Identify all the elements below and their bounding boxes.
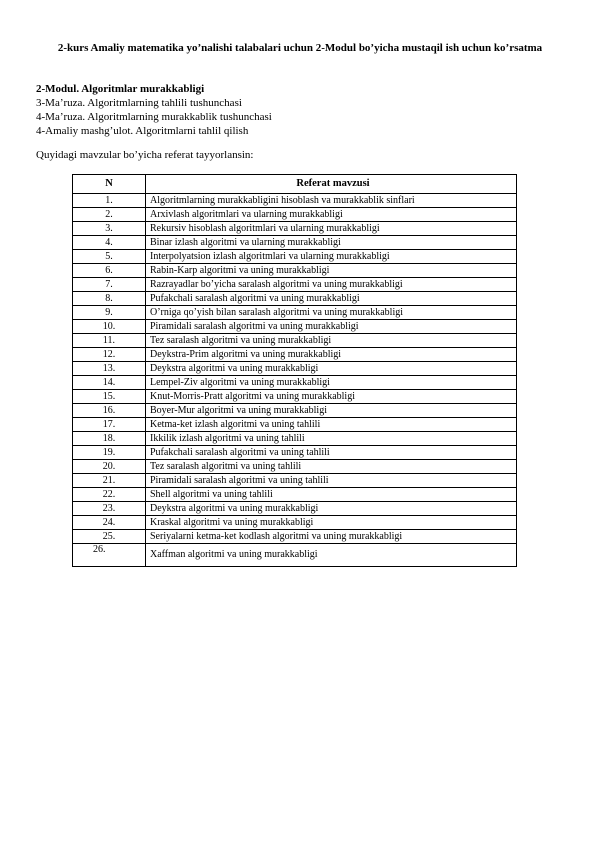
row-topic: Deykstra-Prim algoritmi va uning murakkabligi [146,348,517,362]
row-topic: Kraskal algoritmi va uning murakkabligi [146,516,517,530]
row-number: 4. [73,236,146,250]
table-row [73,418,517,432]
row-number: 22. [73,488,146,502]
row-number: 8. [73,292,146,306]
row-number: 13. [73,362,146,376]
row-topic: Boyer-Mur algoritmi va uning murakkabligi [146,404,517,418]
lecture-line: 3-Ma’ruza. Algoritmlarning tahlili tushunchasi [36,97,242,109]
module-info [36,82,556,138]
table-row [73,474,517,488]
row-number: 18. [73,432,146,446]
row-number: 12. [73,348,146,362]
row-number: 23. [73,502,146,516]
table-row [73,348,517,362]
row-number: 5. [73,250,146,264]
practice-line: 4-Amaliy mashg’ulot. Algoritmlarni tahlil qilish [36,125,249,137]
row-number: 16. [73,404,146,418]
row-topic: Rabin-Karp algoritmi va uning murakkabligi [146,264,517,278]
column-header-topic: Referat mavzusi [146,175,517,194]
table-row [73,446,517,460]
lecture-line: 4-Ma’ruza. Algoritmlarning murakkablik tushunchasi [36,111,272,123]
table-row [73,264,517,278]
table-row [73,194,517,208]
table-row [73,208,517,222]
row-topic: Lempel-Ziv algoritmi va uning murakkabligi [146,376,517,390]
column-header-number: N [73,175,146,194]
row-number: 3. [73,222,146,236]
row-number: 6. [73,264,146,278]
row-number: 10. [73,320,146,334]
row-topic: Arxivlash algoritmlari va ularning murakkabligi [146,208,517,222]
row-number: 2. [73,208,146,222]
row-number: 17. [73,418,146,432]
row-topic: Algoritmlarning murakkabligini hisoblash va murakkablik sinflari [146,194,517,208]
row-topic: Ikkilik izlash algoritmi va uning tahlili [146,432,517,446]
row-number: 21. [73,474,146,488]
table-row [73,362,517,376]
table-body [73,194,517,567]
table-row [73,516,517,530]
table-row [73,376,517,390]
row-number: 15. [73,390,146,404]
table-row [73,390,517,404]
table-row [73,544,517,567]
row-number: 9. [73,306,146,320]
row-topic: Rekursiv hisoblash algoritmlari va ularning murakkabligi [146,222,517,236]
row-number: 20. [73,460,146,474]
row-number: 24. [73,516,146,530]
table-row [73,292,517,306]
row-topic: Tez saralash algoritmi va uning tahlili [146,460,517,474]
table-row [73,530,517,544]
row-topic: Piramidali saralash algoritmi va uning tahlili [146,474,517,488]
table-header-row [73,175,517,194]
row-number: 7. [73,278,146,292]
row-topic: Binar izlash algoritmi va ularning murakkabligi [146,236,517,250]
table-row [73,502,517,516]
table-row [73,236,517,250]
table-row [73,278,517,292]
row-topic: Piramidali saralash algoritmi va uning murakkabligi [146,320,517,334]
row-number: 11. [73,334,146,348]
row-number: 19. [73,446,146,460]
intro-text: Quyidagi mavzular bo’yicha referat tayyorlansin: [36,149,254,161]
row-topic: Ketma-ket izlash algoritmi va uning tahlili [146,418,517,432]
table-row [73,432,517,446]
row-number: 26. [73,544,146,567]
row-number: 25. [73,530,146,544]
table-row [73,334,517,348]
row-topic: Interpolyatsion izlash algoritmlari va ularning murakkabligi [146,250,517,264]
row-topic: Xaffman algoritmi va uning murakkabligi [146,544,517,567]
row-topic: Shell algoritmi va uning tahlili [146,488,517,502]
row-topic: Razrayadlar bo’yicha saralash algoritmi va uning murakkabligi [146,278,517,292]
table-row [73,320,517,334]
topics-table [72,174,517,567]
row-topic: Pufakchali saralash algoritmi va uning tahlili [146,446,517,460]
table-row [73,460,517,474]
row-topic: Deykstra algoritmi va uning murakkabligi [146,362,517,376]
row-topic: Knut-Morris-Pratt algoritmi va uning murakkabligi [146,390,517,404]
row-topic: Deykstra algoritmi va uning murakkabligi [146,502,517,516]
table-row [73,488,517,502]
row-topic: Tez saralash algoritmi va uning murakkabligi [146,334,517,348]
row-topic: Seriyalarni ketma-ket kodlash algoritmi va uning murakkabligi [146,530,517,544]
module-heading: 2-Modul. Algoritmlar murakkabligi [36,83,205,95]
table-row [73,222,517,236]
table-row [73,250,517,264]
table-row [73,404,517,418]
document-title: 2-kurs Amaliy matematika yo’nalishi talabalari uchun 2-Modul bo’yicha mustaqil ish uchun ko’rsatma [57,42,543,54]
row-topic: Pufakchali saralash algoritmi va uning murakkabligi [146,292,517,306]
row-number: 1. [73,194,146,208]
row-topic: O’rniga qo’yish bilan saralash algoritmi va uning murakkabligi [146,306,517,320]
row-number: 14. [73,376,146,390]
table-row [73,306,517,320]
